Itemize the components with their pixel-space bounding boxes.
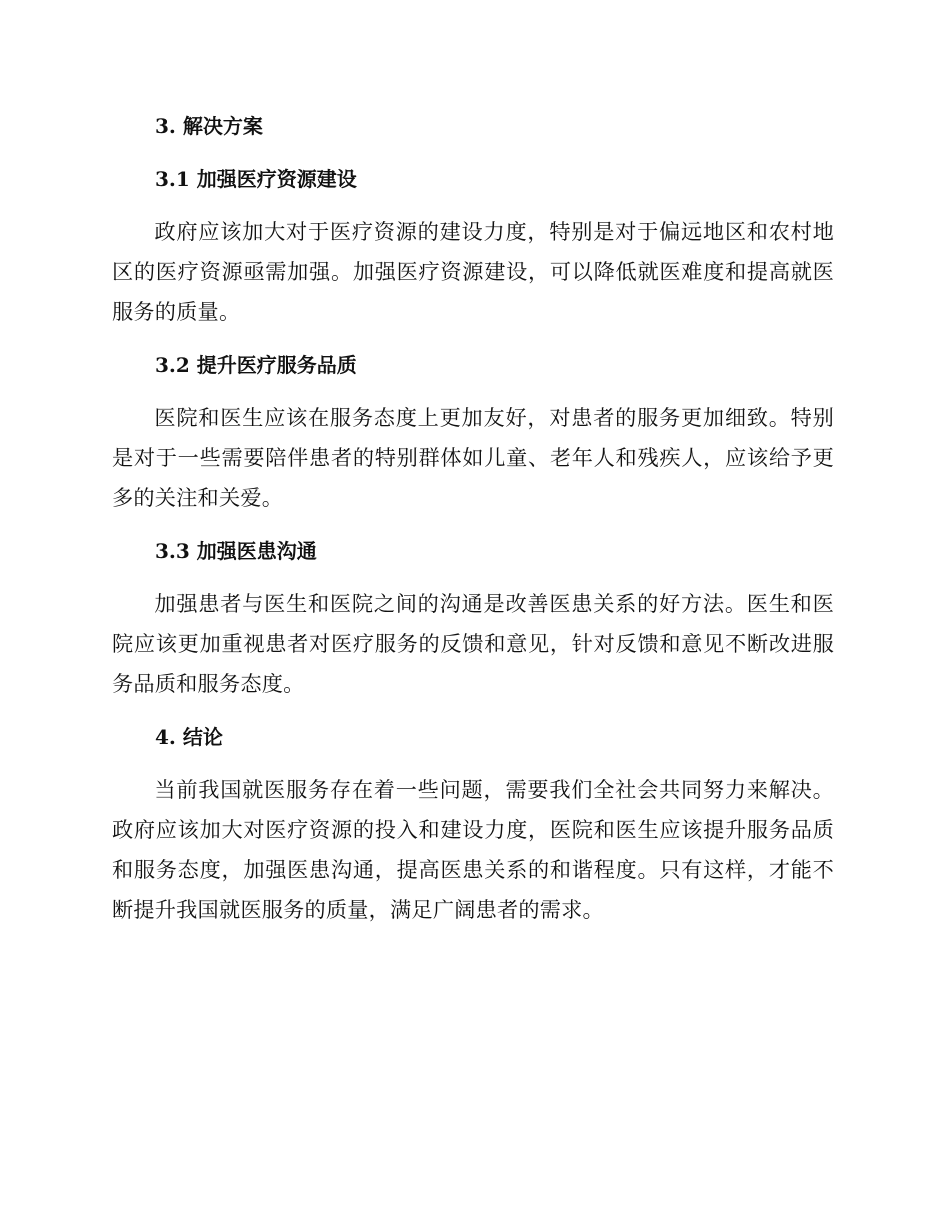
subsection-heading-3-2: 3.2 提升医疗服务品质 (155, 353, 357, 377)
paragraph-3-2: 医院和医生应该在服务态度上更加友好，对患者的服务更加细致。特别是对于一些需要陪伴患者的特别群体如儿童、老年人和残疾人，应该给予更多的关注和关爱。 (112, 405, 834, 510)
subsection-heading-3-3: 3.3 加强医患沟通 (155, 539, 317, 563)
document-page (112, 106, 834, 943)
paragraph-3-1: 政府应该加大对于医疗资源的建设力度，特别是对于偏远地区和农村地区的医疗资源亟需加强。加强医疗资源建设，可以降低就医难度和提高就医服务的质量。 (112, 219, 834, 324)
section-heading-solutions: 3. 解决方案 (155, 114, 263, 138)
paragraph-conclusion: 当前我国就医服务存在着一些问题，需要我们全社会共同努力来解决。政府应该加大对医疗资源的投入和建设力度，医院和医生应该提升服务品质和服务态度，加强医患沟通，提高医患关系的和谐程度。只有这样，才能不断提升我国就医服务的质量，满足广阔患者的需求。 (112, 777, 834, 922)
section-heading-conclusion: 4. 结论 (155, 725, 223, 749)
paragraph-3-3: 加强患者与医生和医院之间的沟通是改善医患关系的好方法。医生和医院应该更加重视患者对医疗服务的反馈和意见，针对反馈和意见不断改进服务品质和服务态度。 (112, 591, 834, 696)
subsection-heading-3-1: 3.1 加强医疗资源建设 (155, 167, 357, 191)
